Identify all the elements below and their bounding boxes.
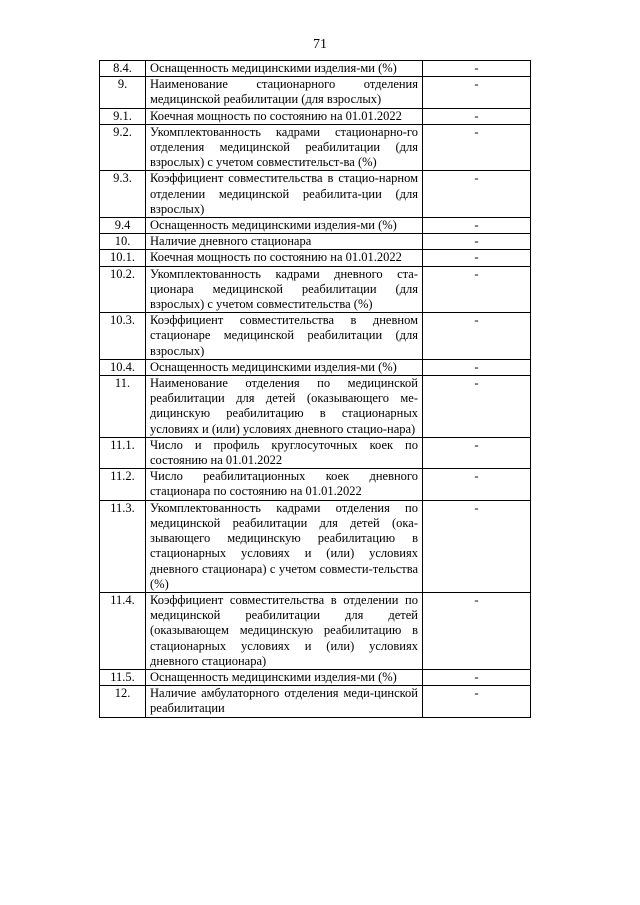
row-number: 9.1. [100,108,146,124]
row-indicator-name: Укомплектованность кадрами отделения по медицинской реабилитации для детей (ока-зывающего медицинскую реабилитацию в стационарных условиях и (или) условиях дневного стационара) с учетом совмести-тельства (%) [146,500,423,592]
row-indicator-name: Наименование отделения по медицинской реабилитации для детей (оказывающего ме-дицинскую реабилитацию в стационарных условиях и (или) условиях дневного стацио-нара) [146,376,423,438]
row-value: - [423,108,531,124]
row-number: 9.4 [100,218,146,234]
row-number: 10. [100,234,146,250]
row-value: - [423,376,531,438]
row-value: - [423,669,531,685]
row-number: 11.4. [100,592,146,669]
table-row [100,686,531,717]
row-indicator-name: Оснащенность медицинскими изделия-ми (%) [146,61,423,77]
row-value: - [423,61,531,77]
row-number: 10.4. [100,359,146,375]
row-number: 11.3. [100,500,146,592]
table-body [100,61,531,718]
table-row [100,437,531,468]
row-number: 10.1. [100,250,146,266]
row-number: 10.2. [100,266,146,313]
row-indicator-name: Оснащенность медицинскими изделия-ми (%) [146,218,423,234]
row-value: - [423,500,531,592]
table-row [100,171,531,218]
row-value: - [423,592,531,669]
row-number: 11. [100,376,146,438]
table-row [100,469,531,500]
page-number: 71 [313,37,327,52]
row-value: - [423,686,531,717]
row-indicator-name: Коэффициент совместительства в отделении по медицинской реабилитации для детей (оказывающем медицинскую реабилитацию в стационарных условиях и (или) условиях дневного стационара) [146,592,423,669]
table-row [100,313,531,360]
row-number: 11.5. [100,669,146,685]
row-value: - [423,469,531,500]
row-number: 8.4. [100,61,146,77]
row-number: 9.2. [100,124,146,171]
row-number: 12. [100,686,146,717]
row-value: - [423,266,531,313]
row-indicator-name: Наличие дневного стационара [146,234,423,250]
table-row [100,359,531,375]
row-value: - [423,77,531,108]
table-row [100,234,531,250]
table-row [100,250,531,266]
row-indicator-name: Коэффициент совместительства в стацио-нарном отделении медицинской реабилита-ции (для взрослых) [146,171,423,218]
row-indicator-name: Коечная мощность по состоянию на 01.01.2022 [146,250,423,266]
row-indicator-name: Число и профиль круглосуточных коек по состоянию на 01.01.2022 [146,437,423,468]
row-value: - [423,313,531,360]
row-number: 11.2. [100,469,146,500]
table-row [100,592,531,669]
row-value: - [423,234,531,250]
table-row [100,124,531,171]
table-row [100,77,531,108]
table-row [100,669,531,685]
indicator-table [99,60,531,718]
table-row [100,108,531,124]
row-indicator-name: Коэффициент совместительства в дневном стационаре медицинской реабилитации (для взрослых) [146,313,423,360]
row-value: - [423,437,531,468]
row-value: - [423,359,531,375]
row-indicator-name: Наличие амбулаторного отделения меди-цинской реабилитации [146,686,423,717]
row-indicator-name: Укомплектованность кадрами стационарно-го отделения медицинской реабилитации (для взрослых) с учетом совместительст-ва (%) [146,124,423,171]
table-row [100,266,531,313]
row-indicator-name: Наименование стационарного отделения медицинской реабилитации (для взрослых) [146,77,423,108]
row-indicator-name: Число реабилитационных коек дневного стационара по состоянию на 01.01.2022 [146,469,423,500]
table-row [100,376,531,438]
row-indicator-name: Укомплектованность кадрами дневного ста-ционара медицинской реабилитации (для взрослых) с учетом совместительства (%) [146,266,423,313]
row-value: - [423,124,531,171]
row-number: 11.1. [100,437,146,468]
table-row [100,500,531,592]
row-value: - [423,250,531,266]
row-number: 10.3. [100,313,146,360]
row-value: - [423,171,531,218]
table-row [100,61,531,77]
row-indicator-name: Оснащенность медицинскими изделия-ми (%) [146,359,423,375]
row-number: 9.3. [100,171,146,218]
row-indicator-name: Коечная мощность по состоянию на 01.01.2022 [146,108,423,124]
row-indicator-name: Оснащенность медицинскими изделия-ми (%) [146,669,423,685]
table-row [100,218,531,234]
row-number: 9. [100,77,146,108]
row-value: - [423,218,531,234]
